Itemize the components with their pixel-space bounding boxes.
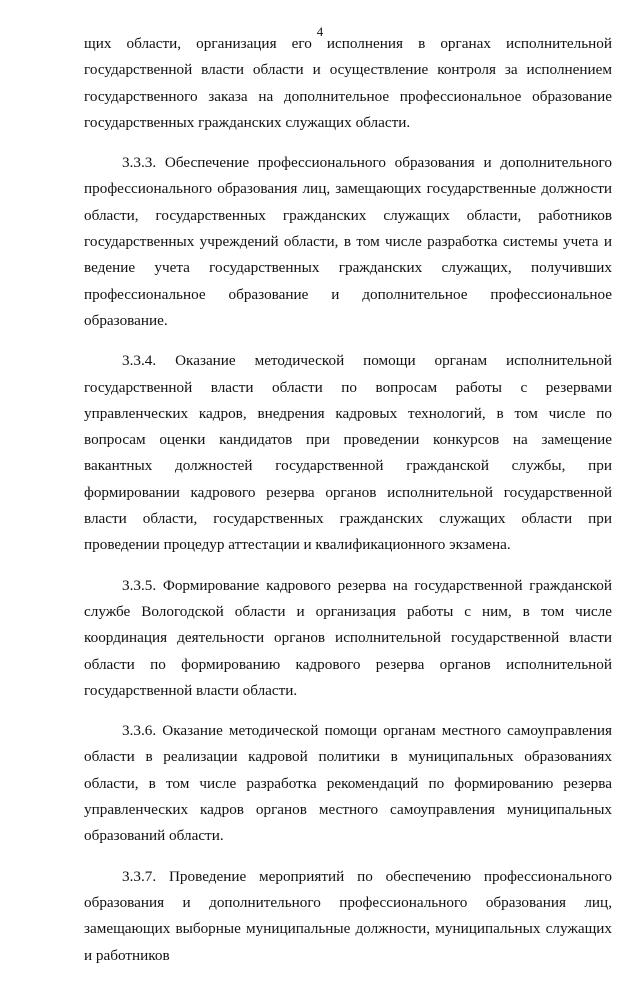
- paragraph-3-3-3: 3.3.3. Обеспечение профессионального образования и дополнительного профессионального образования лиц, замещающих государственные должности области, государственных гражданских служащих области, работников государственных учреждений области, в том числе разработка системы учета и ведение учета государственных гражданских служащих, получивших профессиональное образование и дополнительное профессиональное образование.: [84, 154, 612, 329]
- paragraph-3-3-6: 3.3.6. Оказание методической помощи органам местного самоуправления области в реализации кадровой политики в муниципальных образованиях области, в том числе разработка рекомендаций по формированию резерва управленческих кадров органов местного самоуправления муниципальных образований области.: [84, 722, 612, 845]
- paragraph-3-3-4: 3.3.4. Оказание методической помощи органам исполнительной государственной власти области по вопросам работы с резервами управленческих кадров, внедрения кадровых технологий, в том числе по вопросам оценки кандидатов при проведении конкурсов на замещение вакантных должностей государственной гражданской службы, при формировании кадрового резерва органов исполнительной государственной власти области, государственных гражданских служащих области при проведении процедур аттестации и квалификационного экзамена.: [84, 352, 612, 554]
- paragraph-3-3-5: 3.3.5. Формирование кадрового резерва на государственной гражданской службе Вологодской области и организация работы с ним, в том числе координация деятельности органов исполнительной государственной власти области по формированию кадрового резерва органов исполнительной государственной власти области.: [84, 576, 612, 699]
- paragraph-continuation: щих области, организация его исполнения в органах исполнительной государственной власти области и осуществление контроля за исполнением государственного заказа на дополнительное профессиональное образование государственных гражданских служащих области.: [84, 35, 612, 131]
- document-body: [84, 31, 612, 983]
- paragraph-3-3-7: 3.3.7. Проведение мероприятий по обеспечению профессионального образования и дополнительного профессионального образования лиц, замещающих выборные муниципальные должности, муниципальных служащих и работников: [84, 867, 612, 964]
- page-number: 4: [316, 24, 324, 39]
